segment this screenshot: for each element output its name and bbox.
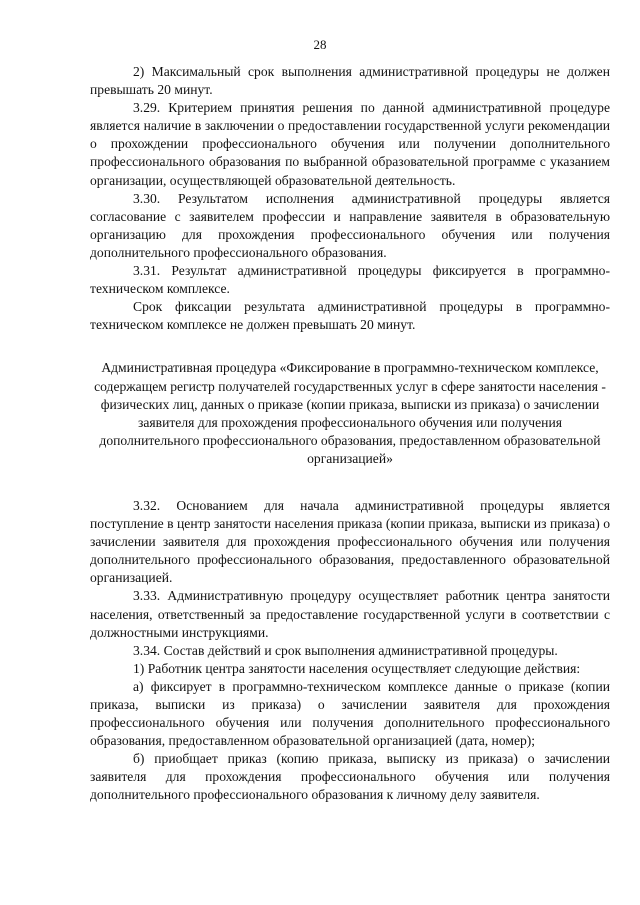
paragraph-3-33: 3.33. Административную процедуру осуществляет работник центра занятости населения, ответственный за предоставление государственной услуги в соответствии с должностными инструкциями. (90, 588, 610, 640)
page-content (90, 63, 610, 805)
paragraph-fixation-deadline: Срок фиксации результата административной процедуры в программно-техническом комплексе не должен превышать 20 минут. (90, 299, 610, 333)
paragraph-action-a: а) фиксирует в программно-техническом комплексе данные о приказе (копии приказа, выписки из приказа) о зачислении заявителя для прохождения профессионального обучения или получения дополнительного профессионального образования, предоставленном образовательной организацией (дата, номер); (90, 678, 610, 749)
paragraph-max-duration: 2) Максимальный срок выполнения административной процедуры не должен превышать 20 минут. (90, 64, 610, 98)
paragraph-3-29: 3.29. Критерием принятия решения по данной административной процедуре является наличие в заключении о предоставлении государственной услуги рекомендации о прохождении профессионального обучения или получении дополнительного профессионального образования по выбранной образовательной программе с указанием организации, осуществляющей образовательной деятельность. (90, 100, 610, 188)
paragraph-action-b: б) приобщает приказ (копию приказа, выписку из приказа) о зачислении заявителя для прохождения профессионального обучения или получения дополнительного профессионального образования к личному делу заявителя. (90, 751, 610, 803)
section-heading: Административная процедура «Фиксирование в программно-техническом комплексе, содержащем регистр получателей государственных услуг в сфере занятости населения - физических лиц, данных о приказе (копии приказа, выписки из приказа) о зачислении заявителя для прохождения профессионального обучения или получения дополнительного профессионального образования, предоставленном образовательной организацией» (94, 360, 606, 466)
paragraph-3-34: 3.34. Состав действий и срок выполнения административной процедуры. (133, 642, 558, 658)
paragraph-3-31: 3.31. Результат административной процедуры фиксируется в программно-техническом комплексе. (90, 263, 610, 297)
paragraph-3-30: 3.30. Результатом исполнения административной процедуры является согласование с заявителем профессии и направление заявителя в образовательную организацию для прохождения профессионального обучения или получения дополнительного профессионального образования. (90, 190, 610, 260)
paragraph-3-32: 3.32. Основанием для начала административной процедуры является поступление в центр занятости населения приказа (копии приказа, выписки из приказа) о зачислении заявителя для прохождения профессионального обучения или получения дополнительного профессионального образования, предоставленного образовательной организацией. (90, 497, 610, 586)
page-number: 28 (313, 37, 327, 52)
paragraph-actions-intro: 1) Работник центра занятости населения осуществляет следующие действия: (133, 660, 581, 676)
